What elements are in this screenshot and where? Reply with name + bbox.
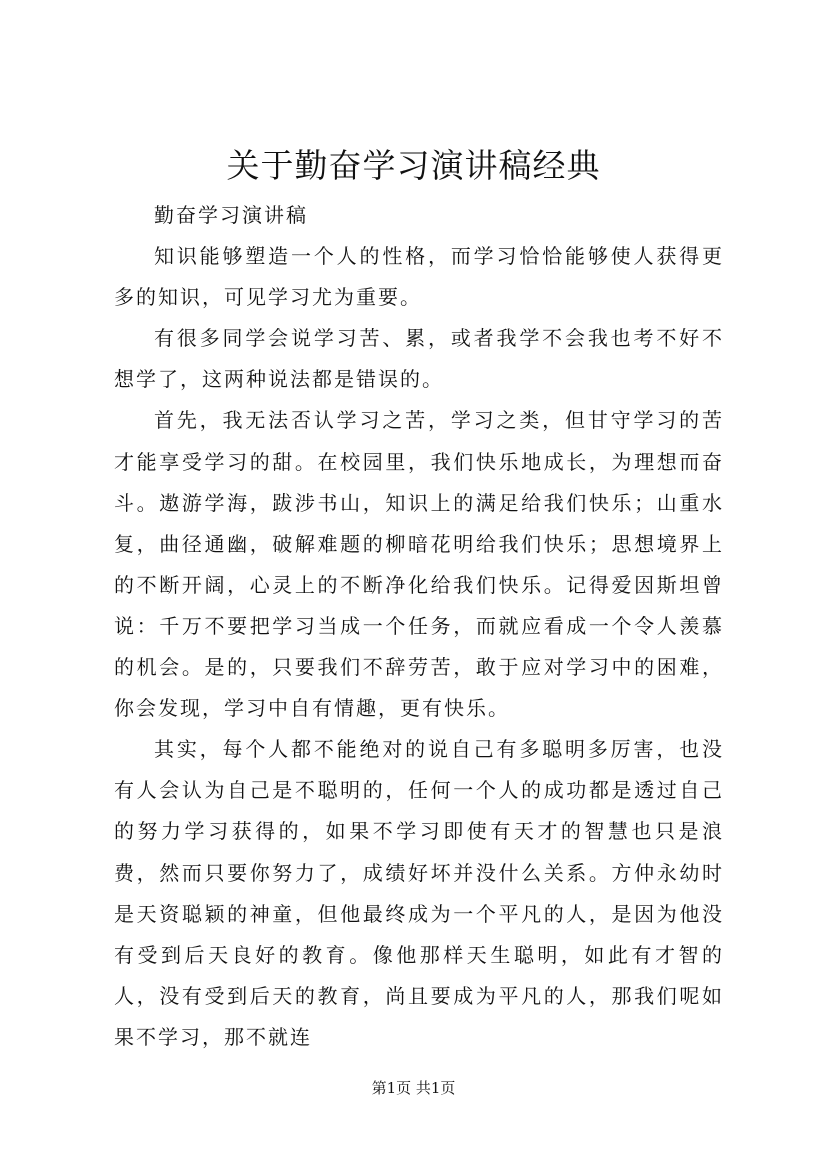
document-body [114, 195, 724, 1058]
paragraph: 首先，我无法否认学习之苦，学习之类，但甘守学习的苦才能享受学习的甜。在校园里，我们快乐地成长，为理想而奋斗。遨游学海，跋涉书山，知识上的满足给我们快乐；山重水复，曲径通幽，破解难题的柳暗花明给我们快乐；思想境界上的不断开阔，心灵上的不断净化给我们快乐。记得爱因斯坦曾说：千万不要把学习当成一个任务，而就应看成一个令人羡慕的机会。是的，只要我们不辞劳苦，敢于应对学习中的困难，你会发现，学习中自有情趣，更有快乐。 [114, 408, 724, 721]
paragraph: 其实，每个人都不能绝对的说自己有多聪明多厉害，也没有人会认为自己是不聪明的，任何一个人的成功都是透过自己的努力学习获得的，如果不学习即使有天才的智慧也只是浪费，然而只要你努力了，成绩好坏并没什么关系。方仲永幼时是天资聪颖的神童，但他最终成为一个平凡的人，是因为他没有受到后天良好的教育。像他那样天生聪明，如此有才智的人，没有受到后天的教育，尚且要成为平凡的人，那我们呢如果不学习，那不就连 [114, 737, 724, 1049]
paragraph: 知识能够塑造一个人的性格，而学习恰恰能够使人获得更多的知识，可见学习尤为重要。 [114, 244, 724, 310]
paragraph-subtitle: 勤奋学习演讲稿 [154, 203, 308, 227]
page-title: 关于勤奋学习演讲稿经典 [226, 146, 601, 185]
page-footer: 第1页 共1页 [371, 1079, 456, 1097]
paragraph: 有很多同学会说学习苦、累，或者我学不会我也考不好不想学了，这两种说法都是错误的。 [114, 326, 724, 392]
